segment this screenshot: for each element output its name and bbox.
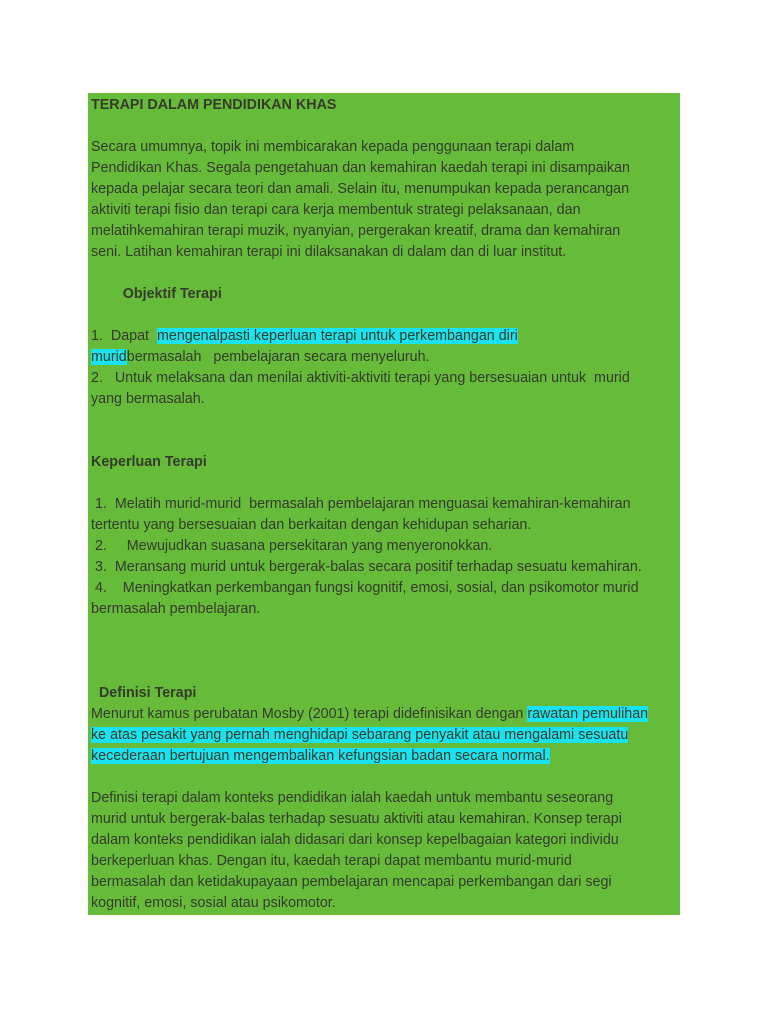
intro-line: seni. Latihan kemahiran terapi ini dilaksanakan di dalam dan di luar institut.	[91, 244, 567, 260]
highlighted-text: rawatan pemulihan	[527, 706, 649, 722]
highlighted-text: kecederaan bertujuan mengembalikan kefungsian badan secara normal.	[91, 748, 550, 764]
definisi-line-3	[91, 746, 681, 767]
definisi-heading: Definisi Terapi	[91, 685, 197, 701]
intro-line: aktiviti terapi fisio dan terapi cara kerja membentuk strategi pelaksanaan, dan	[91, 202, 581, 218]
definisi-line-1	[91, 704, 681, 725]
intro-paragraph	[91, 137, 681, 263]
definisi-para2-line: kognitif, emosi, sosial atau psikomotor.	[91, 895, 336, 911]
objektif-item-1-line-1	[91, 326, 681, 347]
objektif-item-2-line-2: yang bermasalah.	[91, 391, 205, 407]
keperluan-line: 3. Meransang murid untuk bergerak-balas secara positif terhadap sesuatu kemahiran.	[91, 559, 642, 575]
intro-line: melatihkemahiran terapi muzik, nyanyian, pergerakan kreatif, drama dan kemahiran	[91, 223, 621, 239]
definisi-paragraph-1	[91, 704, 681, 767]
keperluan-line: 1. Melatih murid-murid bermasalah pembelajaran menguasai kemahiran-kemahiran	[91, 496, 631, 512]
definisi-para2-line: bermasalah dan ketidakupayaan pembelajaran mencapai perkembangan dari segi	[91, 874, 612, 890]
definisi-line-1-plain: Menurut kamus perubatan Mosby (2001) terapi didefinisikan dengan	[91, 706, 528, 722]
highlighted-text: mengenalpasti keperluan terapi untuk perkembangan diri	[156, 328, 518, 344]
keperluan-line: tertentu yang bersesuaian dan berkaitan dengan kehidupan seharian.	[91, 517, 532, 533]
intro-line: kepada pelajar secara teori dan amali. Selain itu, menumpukan kepada perancangan	[91, 181, 630, 197]
objektif-item-1-rest: bermasalah pembelajaran secara menyeluruh.	[126, 349, 430, 365]
keperluan-list	[91, 494, 681, 620]
definisi-para2-line: dalam konteks pendidikan ialah didasari dari konsep kepelbagaian kategori individu	[91, 832, 619, 848]
highlighted-text: murid	[91, 349, 127, 365]
objektif-item-1-prefix: 1. Dapat	[91, 328, 157, 344]
definisi-para2-line: Definisi terapi dalam konteks pendidikan ialah kaedah untuk membantu seseorang	[91, 790, 614, 806]
objektif-item-2-line-1: 2. Untuk melaksana dan menilai aktiviti-aktiviti terapi yang bersesuaian untuk murid	[91, 370, 630, 386]
definisi-line-2	[91, 725, 681, 746]
keperluan-line: 2. Mewujudkan suasana persekitaran yang menyeronokkan.	[91, 538, 493, 554]
keperluan-line: bermasalah pembelajaran.	[91, 601, 261, 617]
document-title: TERAPI DALAM PENDIDIKAN KHAS	[91, 97, 337, 113]
objektif-item-1-line-2	[91, 347, 681, 368]
intro-line: Secara umumnya, topik ini membicarakan kepada penggunaan terapi dalam	[91, 139, 575, 155]
intro-line: Pendidikan Khas. Segala pengetahuan dan kemahiran kaedah terapi ini disampaikan	[91, 160, 630, 176]
keperluan-heading: Keperluan Terapi	[91, 454, 207, 470]
highlighted-text: ke atas pesakit yang pernah menghidapi sebarang penyakit atau mengalami sesuatu	[91, 727, 629, 743]
definisi-paragraph-2	[91, 788, 681, 914]
definisi-para2-line: berkeperluan khas. Dengan itu, kaedah terapi dapat membantu murid-murid	[91, 853, 572, 869]
definisi-para2-line: murid untuk bergerak-balas terhadap sesuatu aktiviti atau kemahiran. Konsep terapi	[91, 811, 622, 827]
document-content	[91, 95, 681, 914]
objektif-list	[91, 326, 681, 410]
keperluan-line: 4. Meningkatkan perkembangan fungsi kognitif, emosi, sosial, dan psikomotor murid	[91, 580, 639, 596]
objektif-heading: Objektif Terapi	[91, 286, 222, 302]
